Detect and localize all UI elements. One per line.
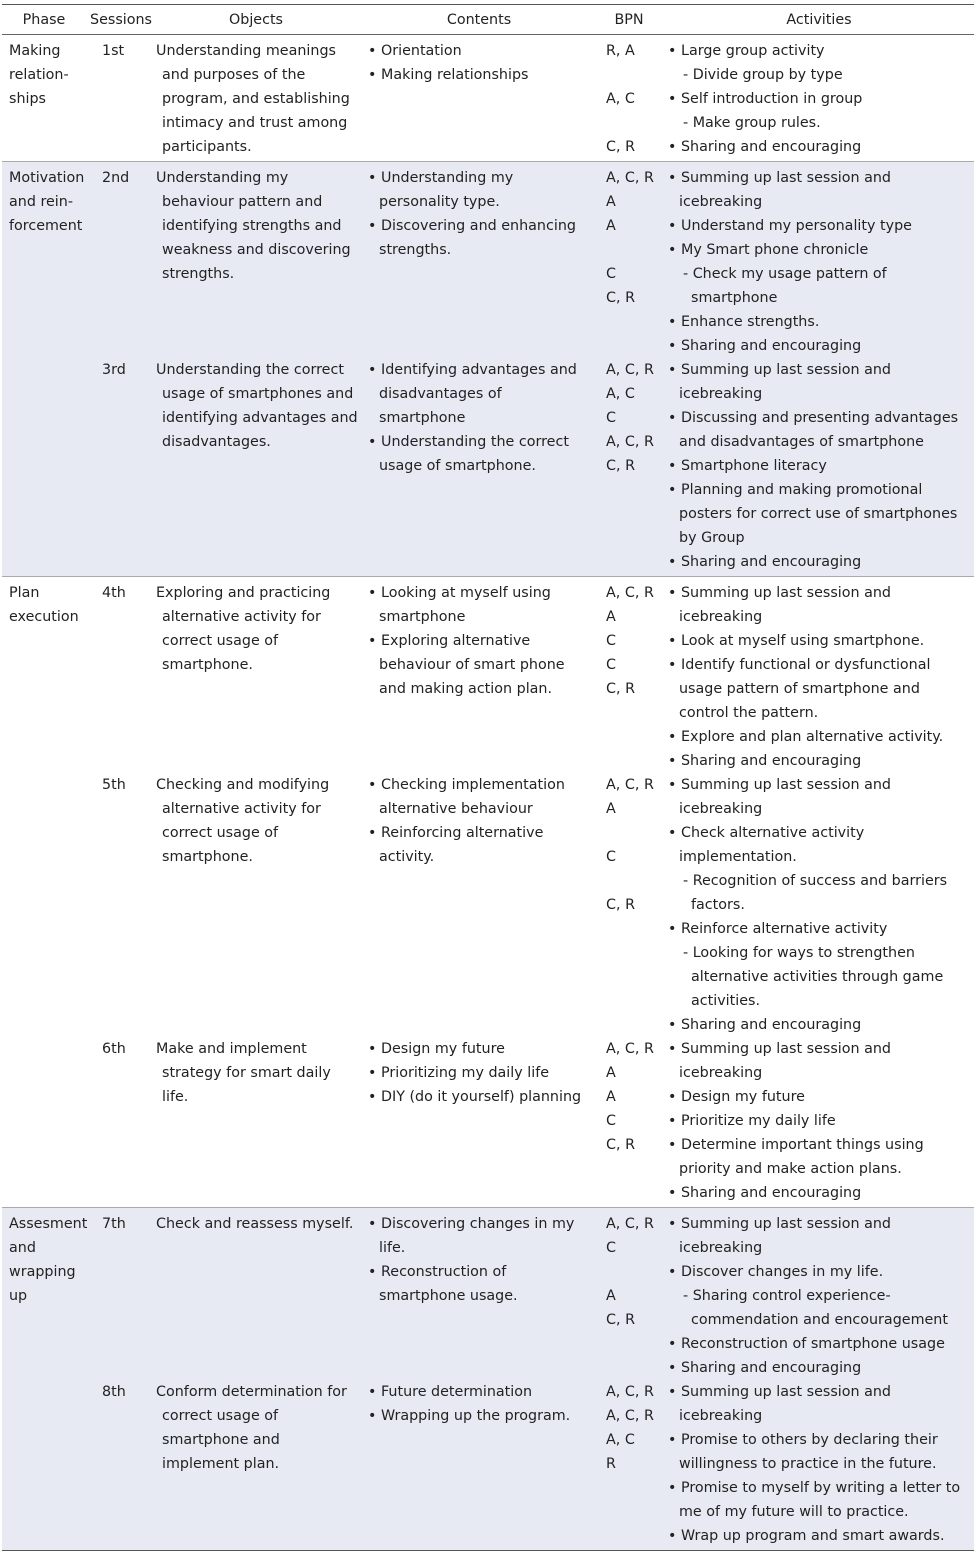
bpn-value: C, R [606, 139, 636, 155]
activity-line: • Promise to others by declaring their willingness to practice in the future. [668, 1432, 938, 1472]
bpn-value: A, C, R [606, 585, 654, 601]
activity-line: • Sharing and encouraging [668, 554, 862, 570]
contents-item: • Understanding the correct usage of smartphone. [368, 434, 569, 474]
session-number: 8th [86, 1380, 148, 1551]
bpn-value [598, 821, 660, 845]
activity-line: • Reinforce alternative activity [668, 921, 888, 937]
contents-item: • Looking at myself using smartphone [368, 585, 551, 625]
activity-line: • Look at myself using smartphone. [668, 633, 925, 649]
header-row [2, 5, 974, 35]
session-bpn [594, 773, 664, 1037]
bpn-value: C, R [606, 1312, 636, 1328]
bpn-value: C [606, 1113, 616, 1129]
activity-line: • Discussing and presenting advantages and disadvantages of smartphone [668, 410, 959, 450]
session-objects [148, 162, 364, 359]
session-objects [148, 1380, 364, 1551]
activity-line: • Summing up last session and icebreaking [668, 777, 891, 817]
session-number: 2nd [86, 162, 148, 359]
header-objects: Objects [148, 5, 364, 35]
activity-line: • Explore and plan alternative activity. [668, 729, 944, 745]
bpn-value: C, R [606, 290, 636, 306]
activity-line: • Sharing and encouraging [668, 1360, 862, 1376]
contents-item: • Understanding my personality type. [368, 170, 514, 210]
table-row [2, 35, 974, 162]
activity-line: • Summing up last session and icebreaking [668, 362, 891, 402]
bpn-value: A, C [606, 386, 635, 402]
session-objects [148, 35, 364, 162]
bpn-value: A, C, R [606, 170, 654, 186]
activity-line: • Sharing and encouraging [668, 338, 862, 354]
bpn-value: C, R [606, 897, 636, 913]
table-row [2, 1037, 974, 1208]
bpn-value: C [606, 657, 616, 673]
contents-item: • Wrapping up the program. [368, 1408, 571, 1424]
bpn-value: A [606, 609, 616, 625]
activity-line: • Wrap up program and smart awards. [668, 1528, 945, 1544]
activity-line: • Sharing and encouraging [668, 139, 862, 155]
session-activities [664, 162, 974, 359]
activity-line: • Understand my personality type [668, 218, 912, 234]
contents-item: • Discovering and enhancing strengths. [368, 218, 576, 258]
activity-line: • Summing up last session and icebreaking [668, 1216, 891, 1256]
session-contents [364, 162, 594, 359]
contents-item: • Prioritizing my daily life [368, 1065, 550, 1081]
session-contents [364, 1208, 594, 1381]
table-row [2, 358, 974, 577]
activity-line: • Determine important things using priority and make action plans. [668, 1137, 924, 1177]
session-bpn [594, 1380, 664, 1551]
contents-item: • Reconstruction of smartphone usage. [368, 1264, 518, 1304]
activity-line: • Design my future [668, 1089, 805, 1105]
header-activities: Activities [664, 5, 974, 35]
bpn-value: A [606, 1288, 616, 1304]
header-bpn: BPN [594, 5, 664, 35]
session-number: 3rd [86, 358, 148, 577]
activity-line: • Planning and making promotional posters for correct use of smartphones by Group [668, 482, 958, 546]
bpn-value [598, 869, 660, 893]
session-bpn [594, 358, 664, 577]
bpn-value [598, 1260, 660, 1284]
bpn-value: A, C, R [606, 1384, 654, 1400]
bpn-value: C, R [606, 681, 636, 697]
bpn-value: A, C, R [606, 1041, 654, 1057]
session-contents [364, 1037, 594, 1208]
session-number: 4th [102, 585, 126, 601]
activity-line: • Sharing and encouraging [668, 1017, 862, 1033]
session-bpn [594, 1208, 664, 1381]
phase-name: Making relation-ships [9, 43, 69, 107]
activity-line: - Check my usage pattern of smartphone [683, 266, 887, 306]
bpn-value [598, 238, 660, 262]
activity-line: • Enhance strengths. [668, 314, 820, 330]
session-objects [148, 577, 364, 774]
bpn-value: C [606, 849, 616, 865]
session-contents [364, 35, 594, 162]
header-contents: Contents [364, 5, 594, 35]
objects-text: Understanding meanings and purposes of the program, and establishing intimacy and trust among participants. [156, 43, 350, 155]
contents-item: • Discovering changes in my life. [368, 1216, 575, 1256]
bpn-value: A [606, 194, 616, 210]
session-activities [664, 577, 974, 774]
bpn-value: C [606, 1240, 616, 1256]
session-activities [664, 35, 974, 162]
session-contents [364, 358, 594, 577]
activity-line: • My Smart phone chronicle [668, 242, 869, 258]
activity-line: - Looking for ways to strengthen alternative activities through game activities. [683, 945, 944, 1009]
bpn-value: A [606, 801, 616, 817]
contents-item: • Future determination [368, 1384, 533, 1400]
activity-line: • Sharing and encouraging [668, 753, 862, 769]
bpn-value: A, C, R [606, 434, 654, 450]
session-bpn [594, 1037, 664, 1208]
phase-name: Plan execution [9, 585, 79, 625]
activity-line: • Summing up last session and icebreaking [668, 1041, 891, 1081]
bpn-value: C [606, 266, 616, 282]
session-activities [664, 1380, 974, 1551]
objects-text: Checking and modifying alternative activity for correct usage of smartphone. [156, 777, 330, 865]
phase-name: Assesment and wrapping up [2, 1208, 86, 1551]
table-row [2, 1208, 974, 1381]
phase-group [2, 35, 974, 162]
session-number: 1st [102, 43, 125, 59]
session-bpn [594, 35, 664, 162]
activity-line: • Prioritize my daily life [668, 1113, 836, 1129]
bpn-value: C, R [606, 458, 636, 474]
table-row [2, 162, 974, 359]
objects-text: Exploring and practicing alternative activity for correct usage of smartphone. [156, 585, 331, 673]
session-contents [364, 577, 594, 774]
activity-line: - Divide group by type [683, 67, 843, 83]
contents-item: • Orientation [368, 43, 462, 59]
activity-line: • Check alternative activity implementation. [668, 825, 865, 865]
bpn-value: R [606, 1456, 616, 1472]
contents-item: • Checking implementation alternative behaviour [368, 777, 565, 817]
activity-line: • Sharing and encouraging [668, 1185, 862, 1201]
session-objects [148, 358, 364, 577]
session-number: 7th [86, 1208, 148, 1381]
session-activities [664, 1208, 974, 1381]
program-table [2, 4, 974, 1551]
header-sessions: Sessions [86, 5, 148, 35]
contents-item: • DIY (do it yourself) planning [368, 1089, 582, 1105]
activity-line: - Make group rules. [683, 115, 821, 131]
phase-group [2, 162, 974, 577]
session-contents [364, 773, 594, 1037]
session-number: 6th [102, 1041, 126, 1057]
session-activities [664, 358, 974, 577]
table-row [2, 577, 974, 774]
bpn-value: A [606, 1089, 616, 1105]
activity-line: • Promise to myself by writing a letter to me of my future will to practice. [668, 1480, 961, 1520]
session-bpn [594, 577, 664, 774]
activity-line: - Sharing control experience-commendation and encouragement [683, 1288, 948, 1328]
contents-item: • Identifying advantages and disadvantages of smartphone [368, 362, 577, 426]
bpn-value: A, C, R [606, 1216, 654, 1232]
contents-item: • Reinforcing alternative activity. [368, 825, 544, 865]
session-activities [664, 1037, 974, 1208]
activity-line: • Reconstruction of smartphone usage [668, 1336, 945, 1352]
bpn-value: A [606, 218, 616, 234]
table-row [2, 773, 974, 1037]
objects-text: Conform determination for correct usage of smartphone and implement plan. [156, 1384, 347, 1472]
bpn-value [598, 63, 660, 87]
bpn-value [598, 111, 660, 135]
session-objects [148, 773, 364, 1037]
bpn-value: A, C [606, 1432, 635, 1448]
activity-line: • Summing up last session and icebreaking [668, 170, 891, 210]
bpn-value: R, A [606, 43, 635, 59]
bpn-value: C, R [606, 1137, 636, 1153]
phase-name: Motivation and rein-forcement [2, 162, 86, 577]
activity-line: • Smartphone literacy [668, 458, 827, 474]
bpn-value: A, C, R [606, 777, 654, 793]
program-table-wrapper [2, 4, 974, 1551]
session-objects [148, 1037, 364, 1208]
activity-line: • Summing up last session and icebreaking [668, 1384, 891, 1424]
activity-line: • Identify functional or dysfunctional usage pattern of smartphone and control the pattern. [668, 657, 931, 721]
table-row [2, 1380, 974, 1551]
activity-line: • Self introduction in group [668, 91, 863, 107]
bpn-value: A [606, 1065, 616, 1081]
bpn-value: C [606, 410, 616, 426]
objects-text: Understanding the correct usage of smartphones and identifying advantages and disadvantages. [156, 362, 358, 450]
session-bpn [594, 162, 664, 359]
session-contents [364, 1380, 594, 1551]
header-phase: Phase [2, 5, 86, 35]
activity-line: - Recognition of success and barriers factors. [683, 873, 948, 913]
contents-item: • Exploring alternative behaviour of smart phone and making action plan. [368, 633, 565, 697]
bpn-value: A, C, R [606, 1408, 654, 1424]
session-activities [664, 773, 974, 1037]
activity-line: • Discover changes in my life. [668, 1264, 884, 1280]
contents-item: • Making relationships [368, 67, 529, 83]
objects-text: Make and implement strategy for smart daily life. [156, 1041, 331, 1105]
phase-group [2, 1208, 974, 1551]
bpn-value: A, C [606, 91, 635, 107]
session-number: 5th [102, 777, 126, 793]
session-objects [148, 1208, 364, 1381]
phase-group [2, 577, 974, 1208]
objects-text: Understanding my behaviour pattern and identifying strengths and weakness and discovering strengths. [156, 170, 351, 282]
objects-text: Check and reassess myself. [156, 1216, 354, 1232]
bpn-value: C [606, 633, 616, 649]
activity-line: • Summing up last session and icebreaking [668, 585, 891, 625]
bpn-value: A, C, R [606, 362, 654, 378]
activity-line: • Large group activity [668, 43, 825, 59]
contents-item: • Design my future [368, 1041, 505, 1057]
